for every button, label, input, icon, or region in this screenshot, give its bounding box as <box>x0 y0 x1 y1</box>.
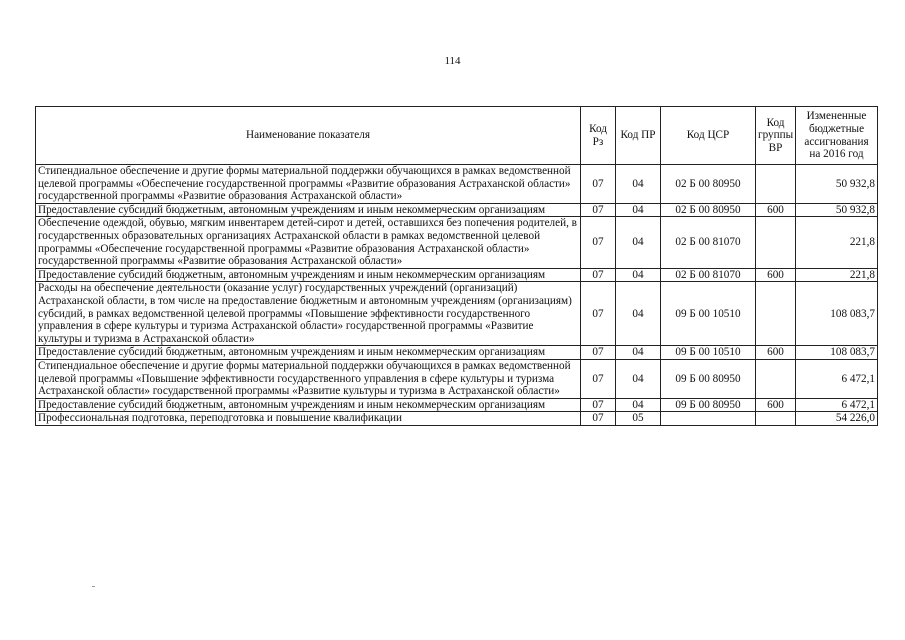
table-row <box>36 346 878 360</box>
row-expense-group-code: 600 <box>756 203 796 217</box>
row-target-article-code: 02 Б 00 81070 <box>661 217 756 268</box>
row-target-article-code: 09 Б 00 10510 <box>661 346 756 360</box>
row-amount: 221,8 <box>796 268 878 282</box>
header-amended-allocation: Измененные бюджетные ассигнования на 2016 год <box>796 107 878 165</box>
row-indicator-name: Расходы на обеспечение деятельности (оказание услуг) государственных учреждений (организаций) Астраханской области, в том числе на предоставление бюджетным и автономным учреждениям (организациям) субсидий, в рамках ведомственной целевой программы «Повышение эффективности государственного управления в сфере культуры и туризма Астраханской области» государственной программы «Развитие культуры и туризма в Астраханской области» <box>36 282 581 346</box>
row-section-code: 07 <box>581 165 616 204</box>
row-expense-group-code <box>756 412 796 426</box>
row-section-code: 07 <box>581 359 616 398</box>
row-section-code: 07 <box>581 217 616 268</box>
table-row <box>36 268 878 282</box>
scan-mark <box>92 586 95 587</box>
row-expense-group-code: 600 <box>756 346 796 360</box>
row-section-code: 07 <box>581 203 616 217</box>
row-target-article-code <box>661 412 756 426</box>
row-target-article-code: 09 Б 00 80950 <box>661 398 756 412</box>
table-row <box>36 412 878 426</box>
row-section-code: 07 <box>581 282 616 346</box>
row-section-code: 07 <box>581 268 616 282</box>
page-number: 114 <box>444 55 461 67</box>
row-subsection-code: 04 <box>616 165 661 204</box>
budget-allocation-table <box>35 106 878 426</box>
header-section-code: Код Рз <box>581 107 616 165</box>
row-indicator-name: Предоставление субсидий бюджетным, автономным учреждениям и иным некоммерческим организациям <box>36 398 581 412</box>
row-expense-group-code <box>756 217 796 268</box>
table-row <box>36 203 878 217</box>
row-amount: 50 932,8 <box>796 203 878 217</box>
row-target-article-code: 02 Б 00 81070 <box>661 268 756 282</box>
row-amount: 50 932,8 <box>796 165 878 204</box>
row-subsection-code: 04 <box>616 268 661 282</box>
row-indicator-name: Предоставление субсидий бюджетным, автономным учреждениям и иным некоммерческим организациям <box>36 203 581 217</box>
row-subsection-code: 04 <box>616 359 661 398</box>
row-indicator-name: Предоставление субсидий бюджетным, автономным учреждениям и иным некоммерческим организациям <box>36 268 581 282</box>
row-target-article-code: 09 Б 00 10510 <box>661 282 756 346</box>
row-indicator-name: Обеспечение одеждой, обувью, мягким инвентарем детей-сирот и детей, оставшихся без попечения родителей, в государственных образовательных организациях Астраханской области в рамках ведомственной целевой программы «Обеспечение государственной программы «Развитие образования Астраханской области» государственной программы «Развитие образования Астраханской области» <box>36 217 581 268</box>
row-expense-group-code <box>756 359 796 398</box>
row-expense-group-code <box>756 282 796 346</box>
table-row <box>36 398 878 412</box>
row-amount: 6 472,1 <box>796 398 878 412</box>
row-target-article-code: 09 Б 00 80950 <box>661 359 756 398</box>
row-expense-group-code: 600 <box>756 398 796 412</box>
row-subsection-code: 04 <box>616 217 661 268</box>
row-subsection-code: 04 <box>616 346 661 360</box>
table-row <box>36 217 878 268</box>
row-indicator-name: Предоставление субсидий бюджетным, автономным учреждениям и иным некоммерческим организациям <box>36 346 581 360</box>
row-target-article-code: 02 Б 00 80950 <box>661 203 756 217</box>
table-row <box>36 165 878 204</box>
row-amount: 108 083,7 <box>796 282 878 346</box>
row-subsection-code: 05 <box>616 412 661 426</box>
table-row <box>36 359 878 398</box>
row-indicator-name: Стипендиальное обеспечение и другие формы материальной поддержки обучающихся в рамках ведомственной целевой программы «Обеспечение государственной программы «Развитие образования Астраханской области» государственной программы «Развитие образования Астраханской области» <box>36 165 581 204</box>
header-expense-group-code: Код группы ВР <box>756 107 796 165</box>
row-amount: 54 226,0 <box>796 412 878 426</box>
row-amount: 221,8 <box>796 217 878 268</box>
row-amount: 108 083,7 <box>796 346 878 360</box>
row-amount: 6 472,1 <box>796 359 878 398</box>
row-subsection-code: 04 <box>616 398 661 412</box>
table-header-row <box>36 107 878 165</box>
row-indicator-name: Стипендиальное обеспечение и другие формы материальной поддержки обучающихся в рамках ведомственной целевой программы «Повышение эффективности государственного управления в сфере культуры и туризма Астраханской области» государственной программы «Развитие культуры и туризма в Астраханской области» <box>36 359 581 398</box>
row-indicator-name: Профессиональная подготовка, переподготовка и повышение квалификации <box>36 412 581 426</box>
row-section-code: 07 <box>581 398 616 412</box>
header-subsection-code: Код ПР <box>616 107 661 165</box>
header-target-article-code: Код ЦСР <box>661 107 756 165</box>
row-target-article-code: 02 Б 00 80950 <box>661 165 756 204</box>
row-section-code: 07 <box>581 412 616 426</box>
row-section-code: 07 <box>581 346 616 360</box>
row-subsection-code: 04 <box>616 203 661 217</box>
row-subsection-code: 04 <box>616 282 661 346</box>
row-expense-group-code: 600 <box>756 268 796 282</box>
row-expense-group-code <box>756 165 796 204</box>
table-row <box>36 282 878 346</box>
header-indicator-name: Наименование показателя <box>36 107 581 165</box>
